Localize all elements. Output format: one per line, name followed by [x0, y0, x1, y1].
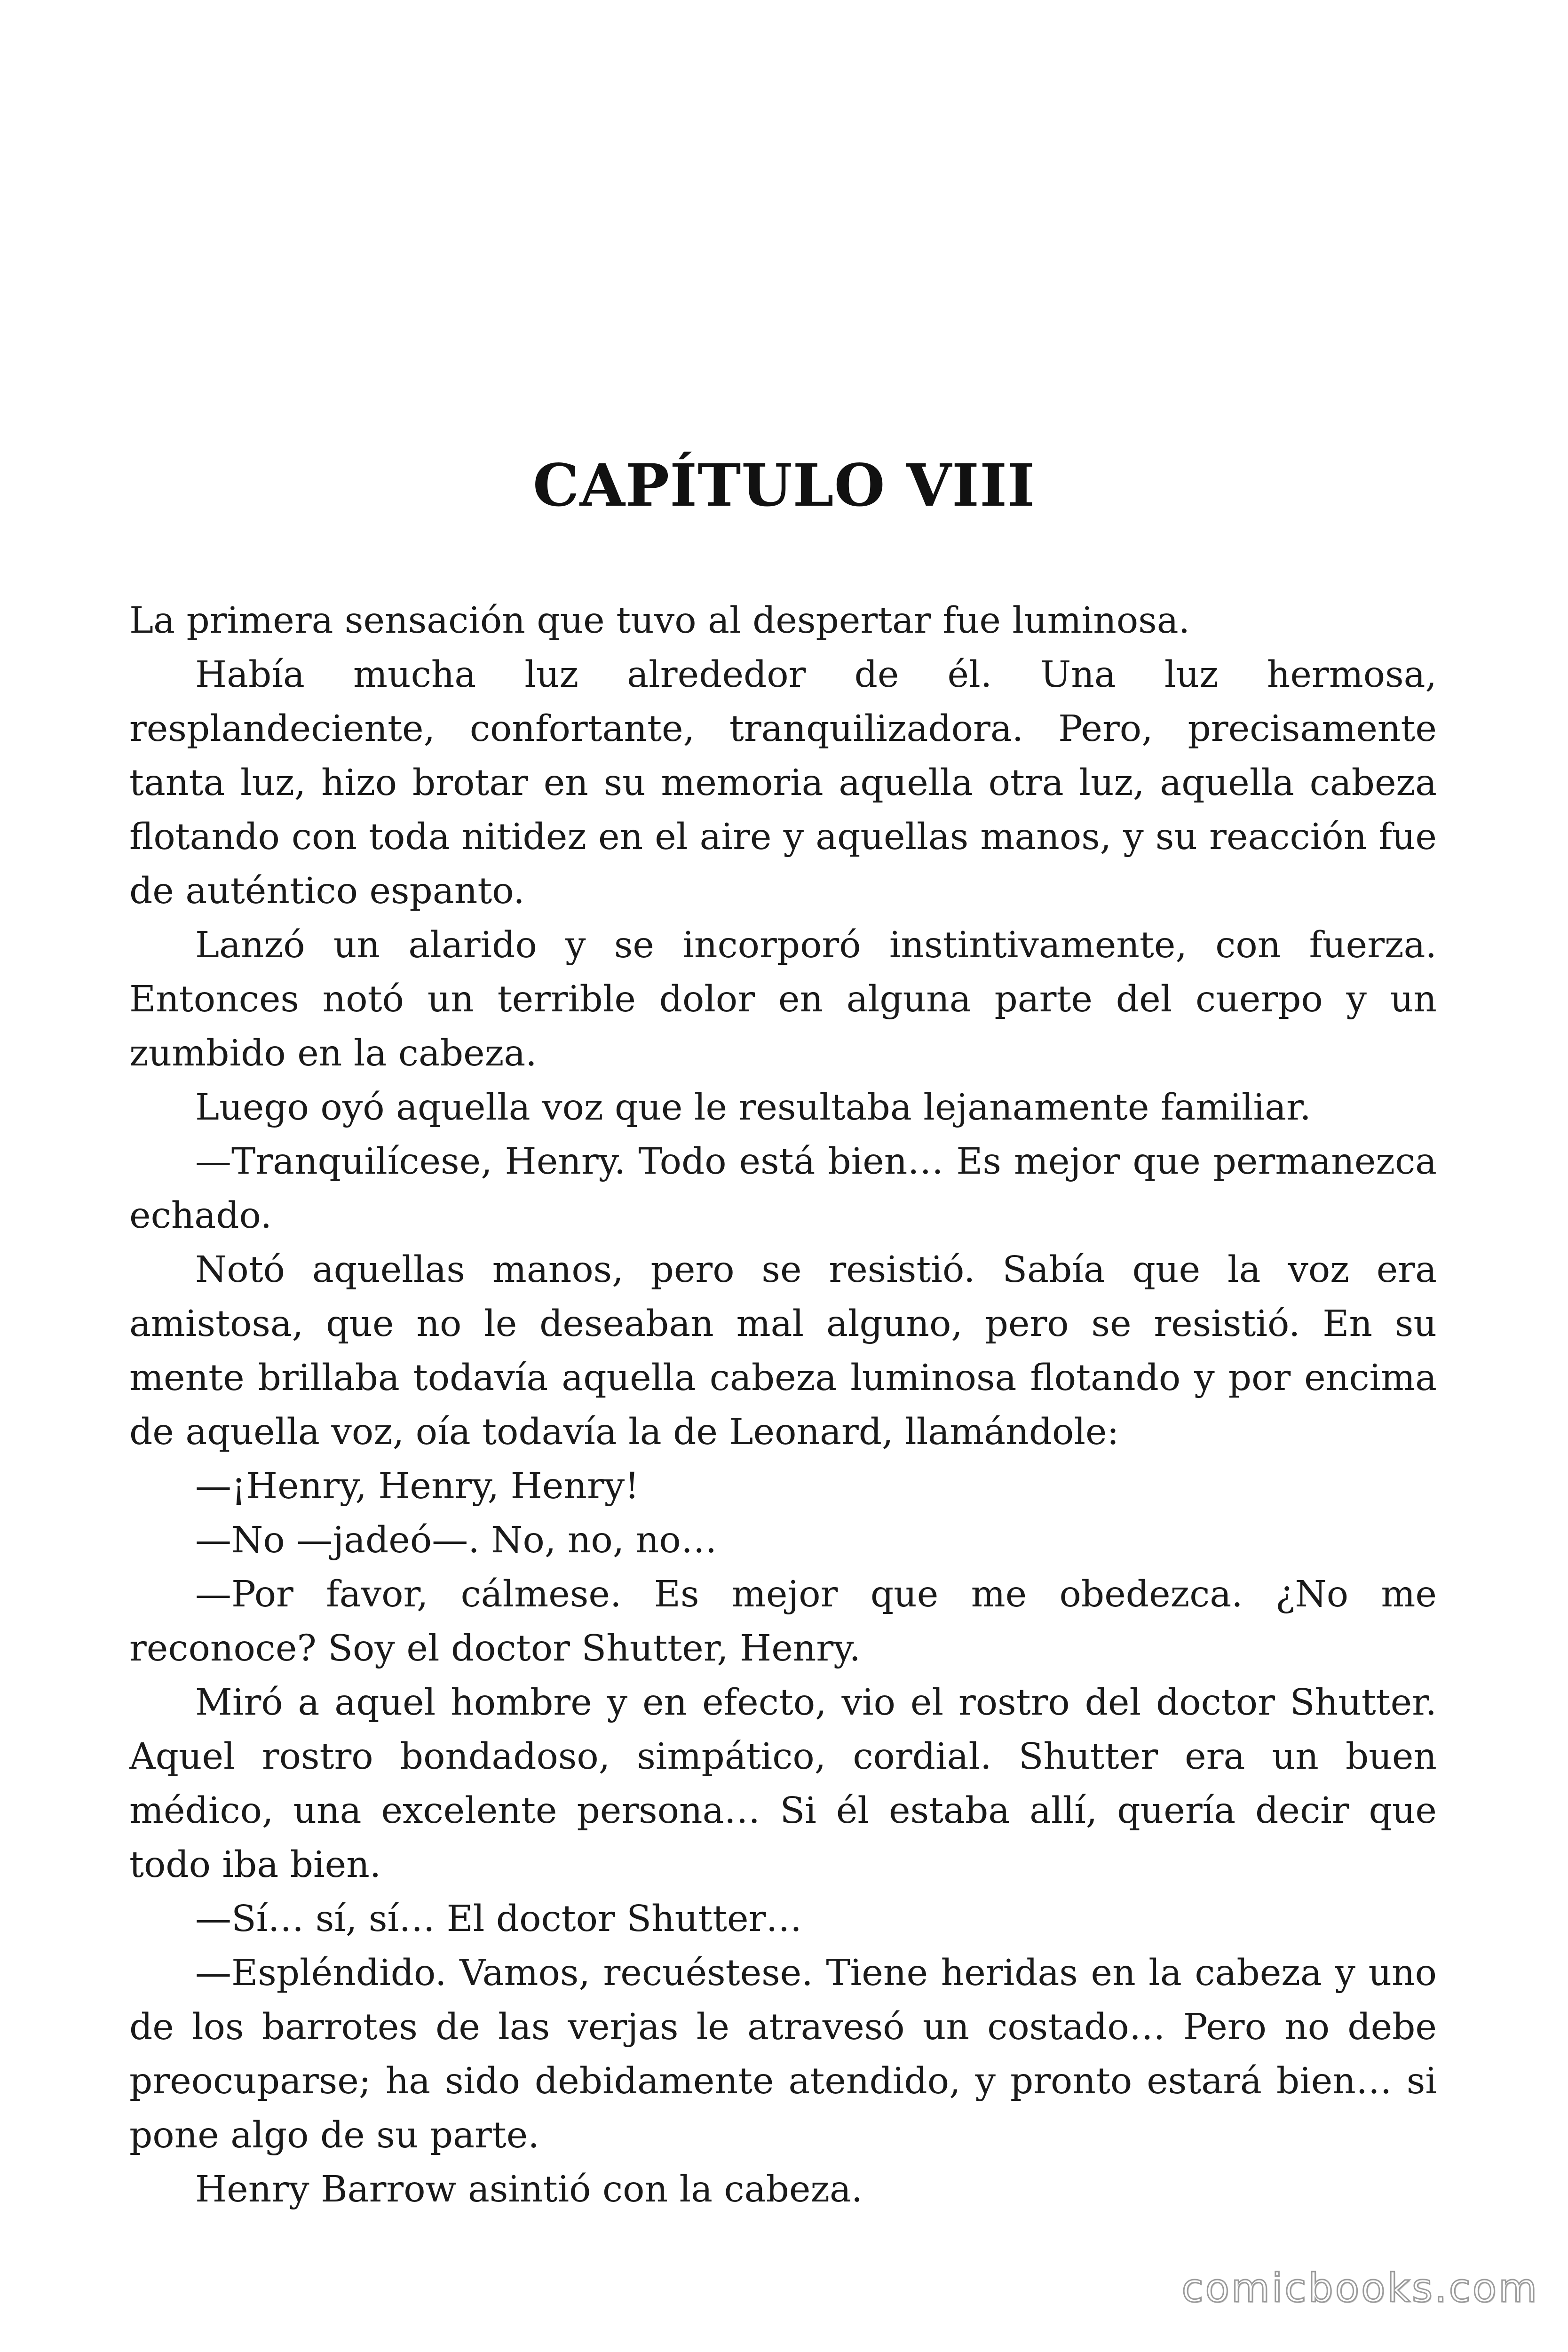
chapter-title: CAPÍTULO VIII	[532, 452, 1036, 520]
paragraph-10: Miró a aquel hombre y en efecto, vio el rostro del doctor Shutter. Aquel rostro bondadoso, simpático, cordial. Shutter era un buen médico, una excelente persona… Si él estaba allí, quería decir que todo iba bien.	[129, 1682, 1437, 1886]
paragraph-12: —Espléndido. Vamos, recuéstese. Tiene heridas en la cabeza y uno de los barrotes de las verjas le atravesó un costado… Pero no debe preocuparse; ha sido debidamente atendido, y pronto estará bien… si pone algo de su parte.	[129, 1952, 1437, 2156]
paragraph-3: Lanzó un alarido y se incorporó instintivamente, con fuerza. Entonces notó un terrible dolor en alguna parte del cuerpo y un zumbido en la cabeza.	[129, 924, 1437, 1074]
paragraph-8: —No —jadeó—. No, no, no…	[195, 1519, 717, 1561]
paragraph-4: Luego oyó aquella voz que le resultaba lejanamente familiar.	[195, 1087, 1311, 1128]
paragraph-6: Notó aquellas manos, pero se resistió. Sabía que la voz era amistosa, que no le deseaban mal alguno, pero se resistió. En su mente brillaba todavía aquella cabeza luminosa flotando y por encima de aquella voz, oía todavía la de Leonard, llamándole:	[129, 1249, 1437, 1453]
paragraph-5: —Tranquilícese, Henry. Todo está bien… Es mejor que permanezca echado.	[129, 1141, 1437, 1237]
paragraph-11: —Sí… sí, sí… El doctor Shutter…	[195, 1898, 802, 1940]
paragraph-7: —¡Henry, Henry, Henry!	[195, 1465, 640, 1507]
paragraph-13: Henry Barrow asintió con la cabeza.	[195, 2169, 863, 2210]
chapter-body	[129, 594, 1437, 2217]
paragraph-2: Había mucha luz alrededor de él. Una luz hermosa, resplandeciente, confortante, tranquilizadora. Pero, precisamente tanta luz, hizo brotar en su memoria aquella otra luz, aquella cabeza flotando con toda nitidez en el aire y aquellas manos, y su reacción fue de auténtico espanto.	[129, 654, 1437, 912]
paragraph-9: —Por favor, cálmese. Es mejor que me obedezca. ¿No me reconoce? Soy el doctor Shutter, Henry.	[129, 1573, 1437, 1669]
watermark: comicbooks.com	[1181, 2265, 1539, 2311]
paragraph-1: La primera sensación que tuvo al despertar fue luminosa.	[129, 600, 1190, 642]
